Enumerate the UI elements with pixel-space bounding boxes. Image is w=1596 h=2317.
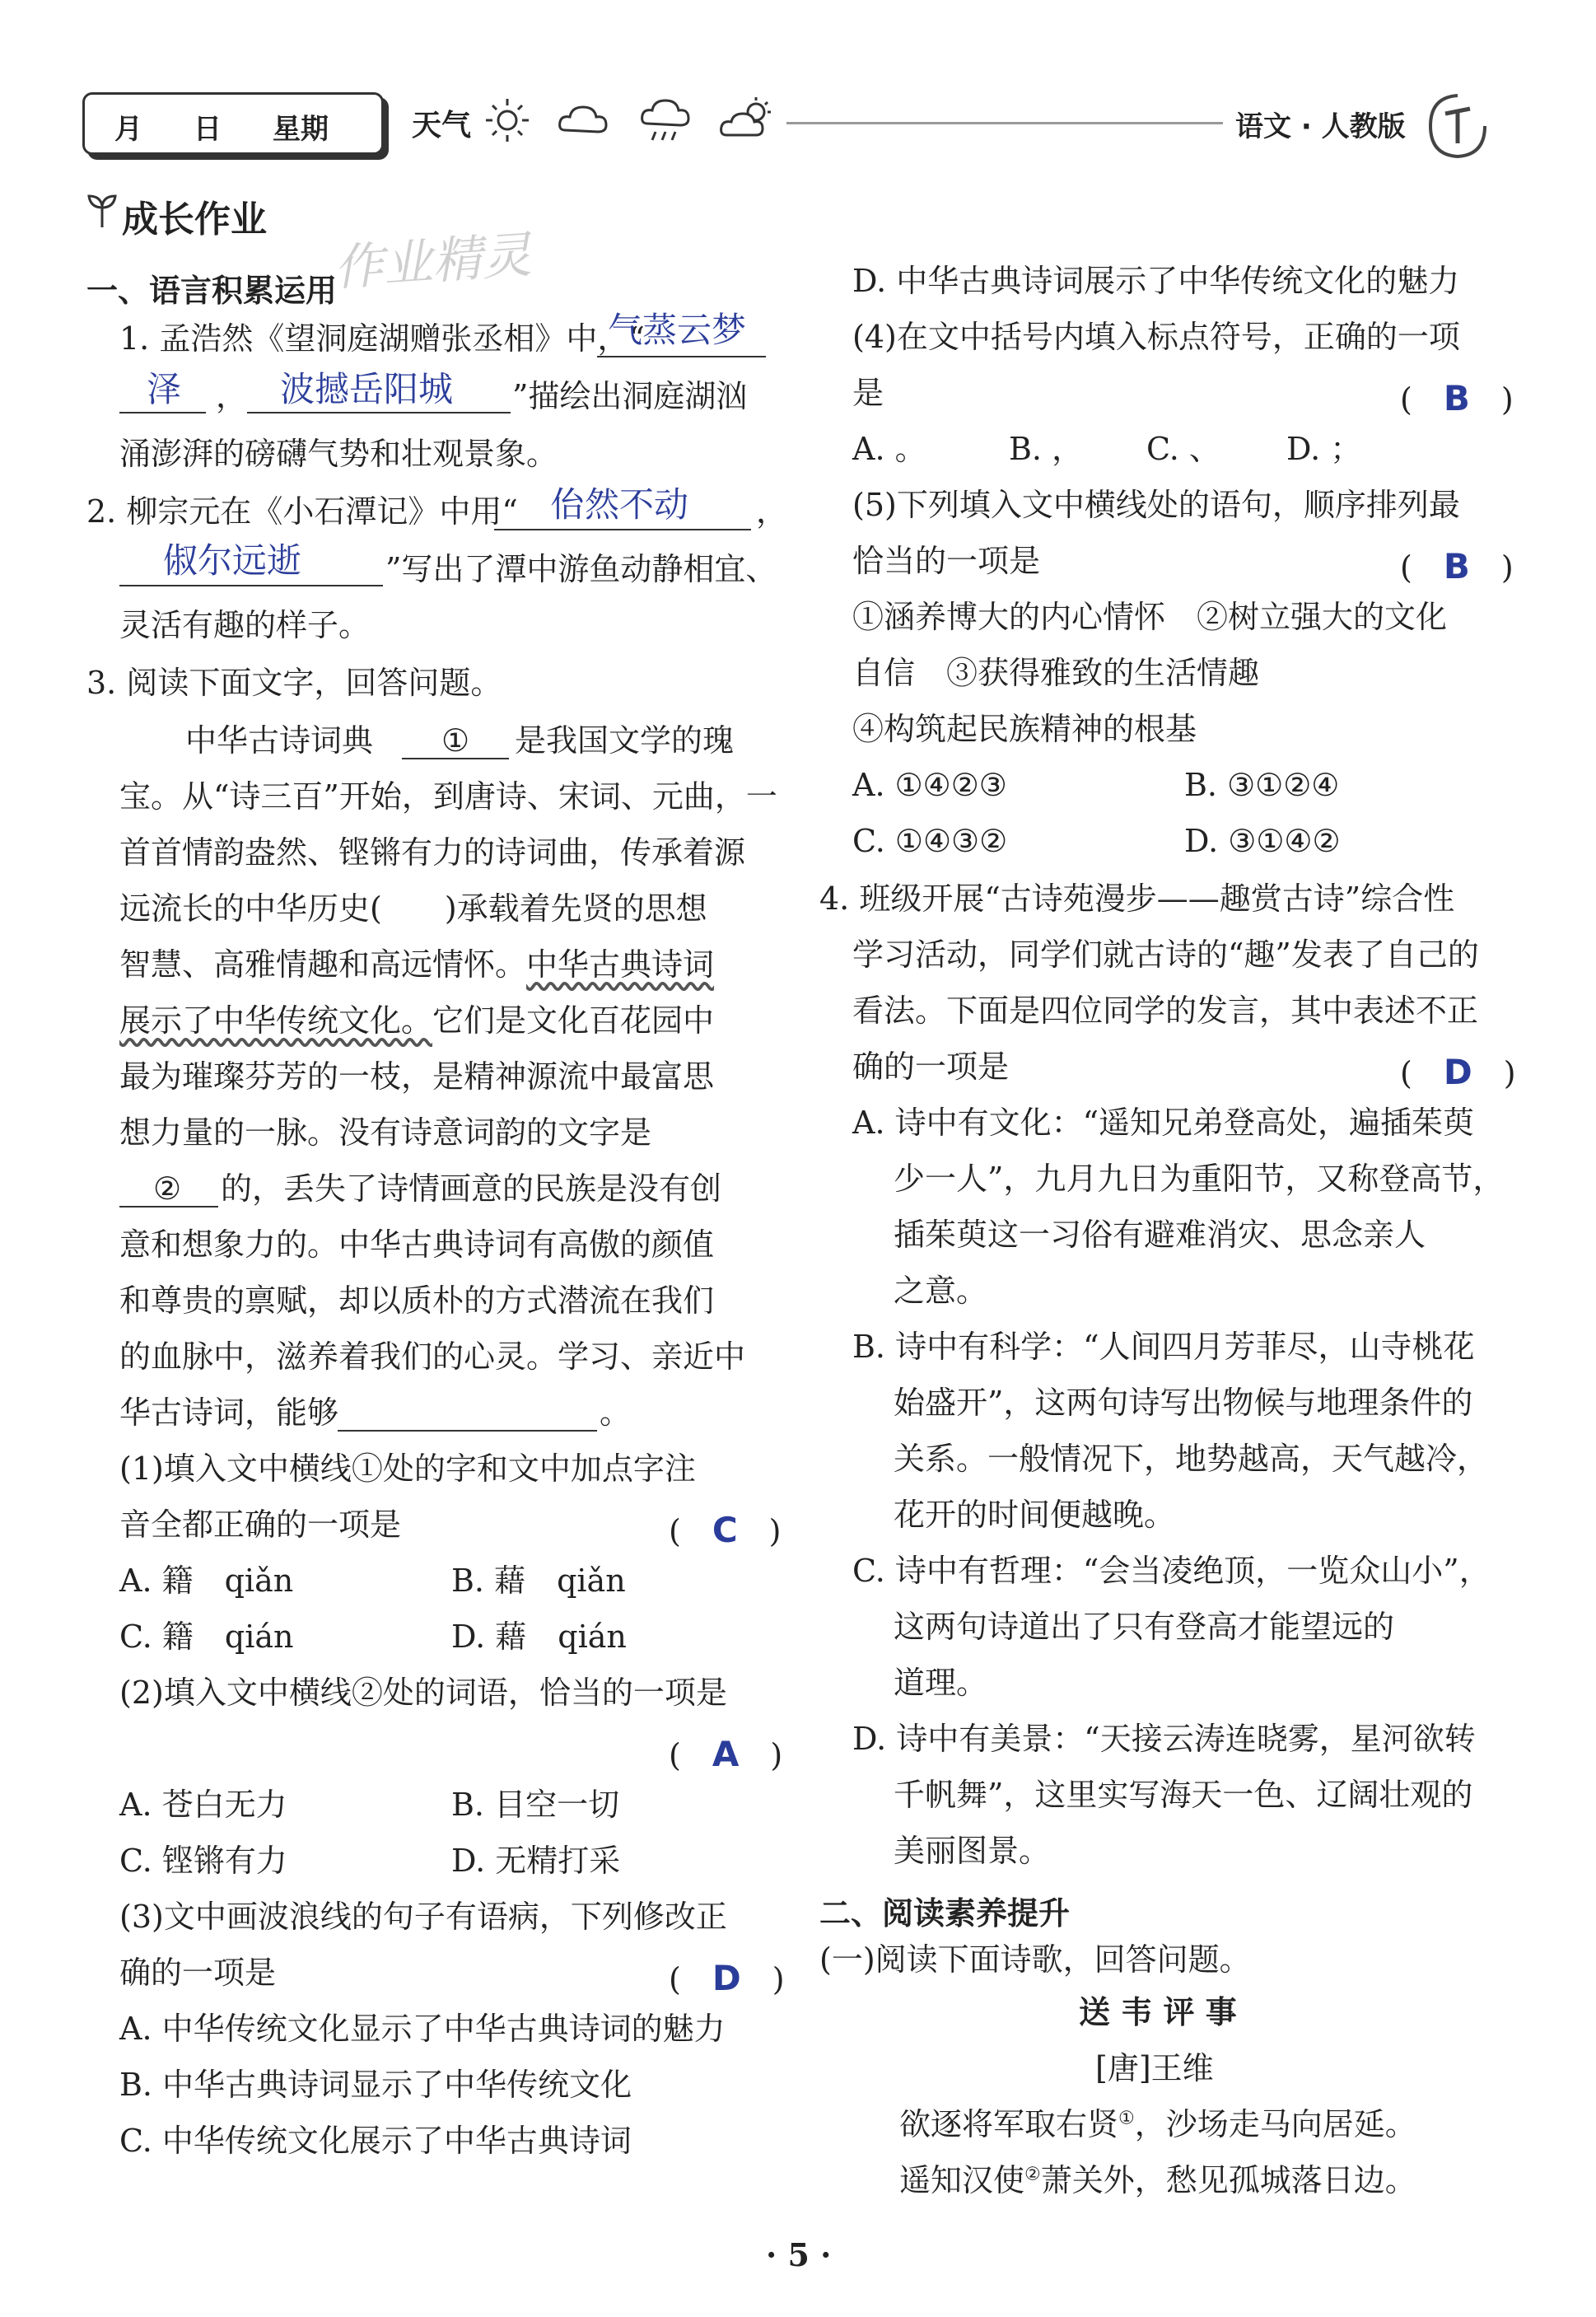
q3-sub5-items-c: ④构筑起民族精神的根基 <box>852 711 1197 747</box>
q4-optC-1: C. 诗中有哲理：“会当凌绝顶，一览众山小”， <box>852 1553 1491 1589</box>
q1-text-b: ”描绘出洞庭湖汹 <box>512 378 748 414</box>
q1-answer1: 气蒸云梦 <box>608 310 747 350</box>
q3-wavy-sentence-b: 展示了中华传统文化。 <box>119 1002 433 1039</box>
section-title: 成长作业 <box>122 199 267 241</box>
q4-optB-3: 关系。一般情况下，地势越高，天气越冷， <box>894 1441 1489 1477</box>
q3-passage-5 <box>119 946 715 983</box>
q3-wavy-sentence-a: 中华古典诗词 <box>526 946 715 983</box>
poem-line-1b: ，沙场走马向居延。 <box>1134 2106 1416 2142</box>
q3-sub2-opt-a: A. 苍白无力 <box>119 1787 287 1823</box>
q2-answer2: 俶尔远逝 <box>163 540 302 581</box>
poem-line-1 <box>899 2106 1416 2142</box>
poem-title: 送 韦 评 事 <box>1079 1994 1237 2030</box>
q3-sub5-items-a: ①涵养博大的内心情怀 ②树立强大的文化 <box>852 599 1448 635</box>
q3-sub2-opt-d: D. 无精打采 <box>451 1843 621 1879</box>
q3-sub3-b: 确的一项是 <box>119 1955 277 1991</box>
q4-text-b: 学习活动，同学们就古诗的“趣”发表了自己的 <box>852 937 1479 973</box>
part2-title: 二、阅读素养提升 <box>819 1895 1071 1932</box>
poem-line-2a: 遥知汉使 <box>899 2162 1025 2198</box>
q3-passage-12: 的血脉中，滋养着我们的心灵。学习、亲近中 <box>119 1338 746 1375</box>
q3-blank1-label: ① <box>441 722 470 759</box>
q3-passage-7: 最为璀璨芬芳的一枝，是精神源流中最富思 <box>119 1058 715 1095</box>
q3-passage-13: 华古诗词，能够 <box>119 1394 339 1431</box>
q3-passage-1: 中华古诗词典 <box>185 722 374 759</box>
q4-optC-3: 道理。 <box>894 1665 988 1701</box>
q2-comma: ， <box>756 493 788 530</box>
q4-text-a: 4. 班级开展“古诗苑漫步——趣赏古诗”综合性 <box>819 881 1455 917</box>
q1-blank1 <box>597 356 766 357</box>
q1-text-a: 1. 孟浩然《望洞庭湖赠张丞相》中，“ <box>119 320 645 357</box>
weekday-label: 星期 <box>273 113 329 146</box>
rain-icon <box>636 91 695 150</box>
q3-sub5-answer: ( B ) <box>1400 546 1514 586</box>
footnote-1: ① <box>1118 2108 1135 2129</box>
q3-passage-5a: 智慧、高雅情趣和高远情怀。 <box>119 946 527 983</box>
q4-optD-2: 千帆舞”，这里实写海天一色、辽阔壮观的 <box>894 1777 1473 1813</box>
part1-title: 一、语言积累运用 <box>86 273 338 309</box>
q3-sub4-b: 是 <box>852 375 884 411</box>
q1-text-c: 涌澎湃的磅礴气势和壮观景象。 <box>119 436 558 472</box>
q3-sub5-items-b: 自信 ③获得雅致的生活情趣 <box>852 655 1260 691</box>
q3-passage-11: 和尊贵的禀赋，却以质朴的方式潜流在我们 <box>119 1282 715 1319</box>
q3-sub4-opt-c: C. 、 <box>1146 431 1220 467</box>
q3-sub4-a: (4)在文中括号内填入标点符号，正确的一项 <box>852 319 1460 355</box>
q3-sub3-answer: ( D ) <box>669 1958 785 1998</box>
q3-sub1-opt-c: C. 籍 qián <box>119 1619 294 1655</box>
q2-answer1: 佁然不动 <box>550 484 689 525</box>
q3-sub1-opt-d: D. 藉 qián <box>451 1619 627 1655</box>
reading-intro: (一)阅读下面诗歌，回答问题。 <box>819 1941 1251 1978</box>
q3-passage-8: 想力量的一脉。没有诗意词韵的文字是 <box>119 1114 652 1151</box>
q3-sub1-answer: ( C ) <box>669 1510 782 1550</box>
date-box <box>82 92 384 155</box>
q1-blank2 <box>247 412 511 413</box>
q3-sub3-opt-a: A. 中华传统文化显示了中华古典诗词的魅力 <box>119 2011 726 2047</box>
q3-sub1-opt-a: A. 籍 qiǎn <box>119 1563 294 1599</box>
q4-optA-1: A. 诗中有文化：“遥知兄弟登高处，遍插茱萸 <box>852 1105 1475 1141</box>
q3-passage-10: 意和想象力的。中华古典诗词有高傲的颜值 <box>119 1226 715 1263</box>
q3-blank2-label: ② <box>153 1170 182 1207</box>
footnote-2: ② <box>1024 2164 1041 2185</box>
q3-sub4-answer: ( B ) <box>1400 378 1514 418</box>
q3-sub4-opt-a: A. 。 <box>852 431 926 467</box>
poem-line-2b: 萧关外，愁见孤城落日边。 <box>1040 2162 1416 2198</box>
q4-optA-2: 少一人”，九月九日为重阳节，又称登高节， <box>894 1161 1505 1197</box>
month-label: 月 <box>114 113 142 146</box>
sun-icon <box>478 91 537 150</box>
q1-answer2: 波撼岳阳城 <box>280 369 454 409</box>
page-number: · 5 · <box>766 2236 832 2273</box>
poem-author: [唐]王维 <box>1095 2050 1214 2086</box>
q3-passage-3: 首首情韵盎然、铿锵有力的诗词曲，传承着源 <box>119 834 746 871</box>
q3-sub5-a: (5)下列填入文中横线处的语句，顺序排列最 <box>852 487 1460 523</box>
q4-optB-1: B. 诗中有科学：“人间四月芳菲尽，山寺桃花 <box>852 1329 1475 1365</box>
q4-optB-2: 始盛开”，这两句诗写出物候与地理条件的 <box>894 1385 1473 1421</box>
q3-passage-4: 远流长的中华历史( )承载着先贤的思想 <box>119 890 707 927</box>
sprout-icon <box>86 188 119 229</box>
q3-sub1-a: (1)填入文中横线①处的字和文中加点字注 <box>119 1450 696 1487</box>
q2-text-c: 灵活有趣的样子。 <box>119 607 371 643</box>
q3-sub1-b: 音全都正确的一项是 <box>119 1507 402 1543</box>
q3-passage-1b: 是我国文学的瑰 <box>515 722 735 759</box>
q3-sub4-opt-d: D. ； <box>1286 431 1362 467</box>
q3-passage-13-end: 。 <box>600 1394 632 1431</box>
q4-optB-4: 花开的时间便越晚。 <box>894 1497 1176 1533</box>
q4-text-c: 看法。下面是四位同学的发言，其中表述不正 <box>852 993 1479 1029</box>
q3-sub5-opt-a: A. ①④②③ <box>852 767 1007 803</box>
q3-sub4-opt-b: B. ， <box>1009 431 1084 467</box>
q4-optA-4: 之意。 <box>894 1273 988 1309</box>
logo-icon <box>1421 89 1495 163</box>
q3-sub5-b: 恰当的一项是 <box>852 543 1041 579</box>
q4-optC-2: 这两句诗道出了只有登高才能望远的 <box>894 1609 1395 1645</box>
q3-blank3 <box>338 1430 597 1432</box>
cloud-icon <box>553 91 613 150</box>
q3-sub2-opt-c: C. 铿锵有力 <box>119 1843 287 1879</box>
watermark: 作业精灵 <box>332 226 534 298</box>
q3-sub3-opt-c: C. 中华传统文化展示了中华古典诗词 <box>119 2123 632 2159</box>
q3-passage-9: 的，丢失了诗情画意的民族是没有创 <box>221 1170 722 1207</box>
q3-sub1-opt-b: B. 藉 qiǎn <box>451 1563 626 1599</box>
q3-sub3-a: (3)文中画波浪线的句子有语病，下列修改正 <box>119 1899 727 1935</box>
q3-passage-6 <box>119 1002 715 1039</box>
q3-sub2-opt-b: B. 目空一切 <box>451 1787 620 1823</box>
q1-answer1b: 泽 <box>147 369 182 409</box>
q3-sub5-opt-c: C. ①④③② <box>852 823 1008 859</box>
subject-label: 语文 · 人教版 <box>1235 110 1406 143</box>
q4-optD-1: D. 诗中有美景：“天接云涛连晓雾，星河欲转 <box>852 1721 1476 1757</box>
day-label: 日 <box>194 113 222 146</box>
weather-label: 天气 <box>412 109 472 142</box>
q1-comma: ， <box>216 378 248 414</box>
q3-sub5-opt-b: B. ③①②④ <box>1184 767 1340 803</box>
q2-text-b: ”写出了潭中游鱼动静相宜、 <box>385 551 777 587</box>
partly-cloudy-icon <box>716 91 776 150</box>
q3-passage-2: 宝。从“诗三百”开始，到唐诗、宋词、元曲，一 <box>119 778 777 815</box>
q4-answer: ( D ) <box>1400 1052 1516 1092</box>
q2-text-a: 2. 柳宗元在《小石潭记》中用“ <box>86 493 518 530</box>
q2-blank1 <box>494 529 751 530</box>
poem-line-1a: 欲逐将军取右贤 <box>899 2106 1119 2142</box>
q1-blank1b <box>119 412 206 413</box>
q4-optA-3: 插茱萸这一习俗有避难消灾、思念亲人 <box>894 1217 1426 1253</box>
q3-passage-6b: 它们是文化百花园中 <box>432 1002 715 1039</box>
q3-sub2-answer: ( A ) <box>669 1734 783 1774</box>
q3-sub3-opt-d: D. 中华古典诗词展示了中华传统文化的魅力 <box>852 263 1460 299</box>
q3-sub2-a: (2)填入文中横线②处的词语，恰当的一项是 <box>119 1675 727 1711</box>
header-divider <box>786 122 1223 124</box>
poem-line-2 <box>899 2162 1416 2198</box>
q2-blank2 <box>119 585 383 586</box>
q3-intro: 3. 阅读下面文字，回答问题。 <box>86 665 502 701</box>
q3-sub3-opt-b: B. 中华古典诗词显示了中华传统文化 <box>119 2067 632 2103</box>
q4-optD-3: 美丽图景。 <box>894 1833 1051 1869</box>
q3-sub5-opt-d: D. ③①④② <box>1184 823 1341 859</box>
q4-text-d: 确的一项是 <box>852 1049 1010 1085</box>
